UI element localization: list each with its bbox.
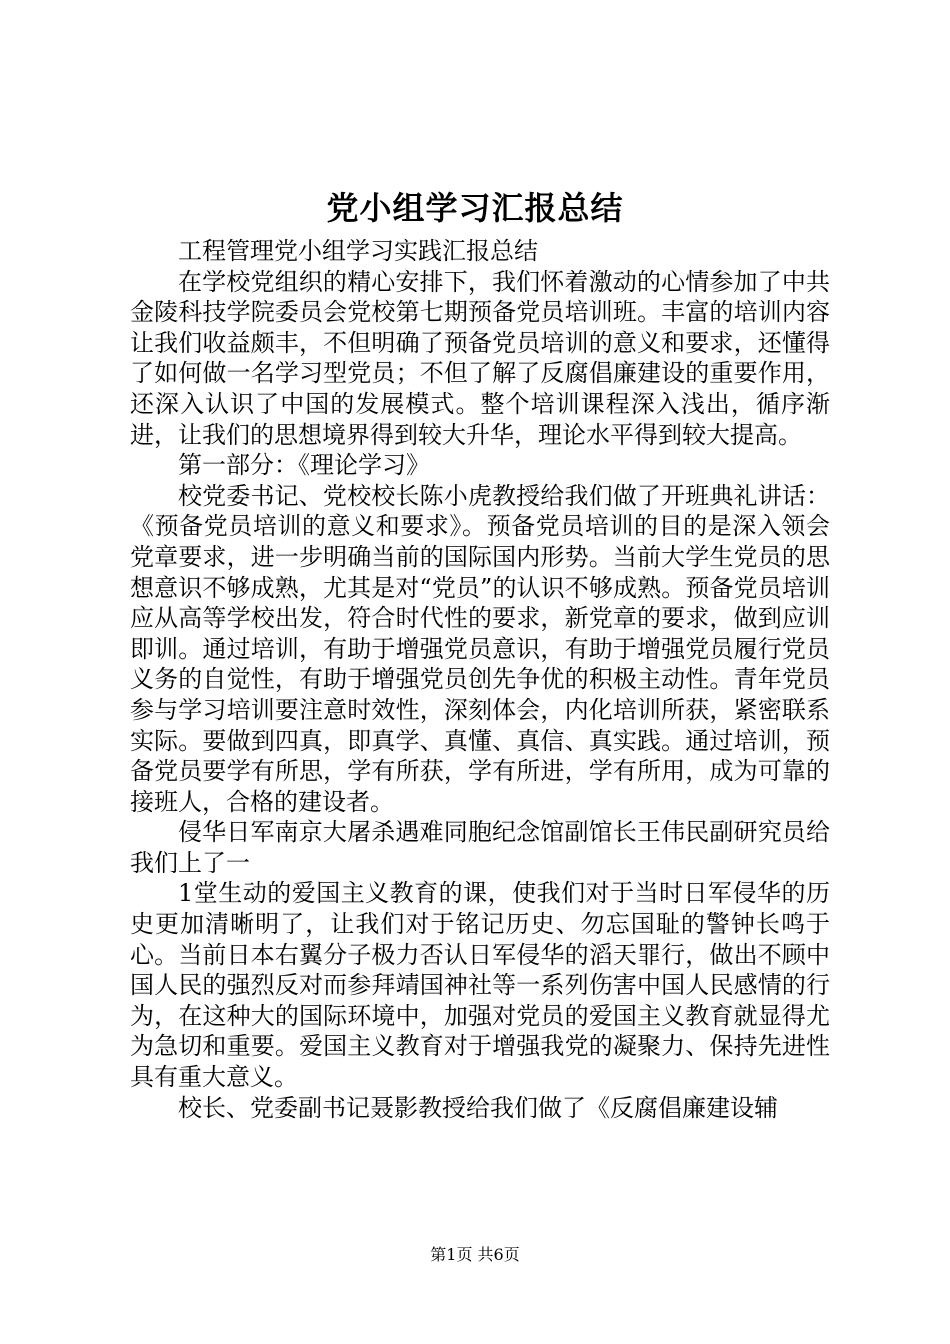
- intro-paragraph: 在学校党组织的精心安排下，我们怀着激动的心情参加了中共金陵科技学院委员会党校第七期预备党员培训班。丰富的培训内容让我们收益颇丰，不但明确了预备党员培训的意义和要求，还懂得了如何做一名学习型党员；不但了解了反腐倡廉建设的重要作用，还深入认识了中国的发展模式。整个培训课程深入浅出，循序渐进，让我们的思想境界得到较大升华，理论水平得到较大提高。: [130, 267, 830, 449]
- body-paragraph: 1堂生动的爱国主义教育的课，使我们对于当时日军侵华的历史更加清晰明了，让我们对于铭记历史、勿忘国耻的警钟长鸣于心。当前日本右翼分子极力否认日军侵华的滔天罪行，做出不顾中国人民的强烈反对而参拜靖国神社等一系列伤害中国人民感情的行为，在这种大的国际环境中，加强对党员的爱国主义教育就显得尤为急切和重要。爱国主义教育对于增强我党的凝聚力、保持先进性具有重大意义。: [130, 879, 830, 1092]
- page-footer: 第1页 共6页: [430, 1245, 520, 1264]
- body-paragraph: 校长、党委副书记聂影教授给我们做了《反腐倡廉建设辅: [178, 1093, 778, 1122]
- subtitle-paragraph: 工程管理党小组学习实践汇报总结: [178, 237, 538, 265]
- document-title: 党小组学习汇报总结: [326, 189, 624, 227]
- body-paragraph: 侵华日军南京大屠杀遇难同胞纪念馆副馆长王伟民副研究员给我们上了一: [130, 818, 830, 877]
- section-heading: 第一部分：《理论学习》: [178, 451, 430, 480]
- document-body: [130, 236, 830, 1123]
- body-paragraph: 校党委书记、党校校长陈小虎教授给我们做了开班典礼讲话：《预备党员培训的意义和要求》。预备党员培训的目的是深入领会党章要求，进一步明确当前的国际国内形势。当前大学生党员的思想意识不够成熟，尤其是对“党员”的认识不够成熟。预备党员培训应从高等学校出发，符合时代性的要求，新党章的要求，做到应训即训。通过培训，有助于增强党员意识，有助于增强党员履行党员义务的自觉性，有助于增强党员创先争优的积极主动性。青年党员参与学习培训要注意时效性，深刻体会，内化培训所获，紧密联系实际。要做到四真，即真学、真懂、真信、真实践。通过培训，预备党员要学有所思，学有所获，学有所进，学有所用，成为可靠的接班人，合格的建设者。: [130, 481, 830, 816]
